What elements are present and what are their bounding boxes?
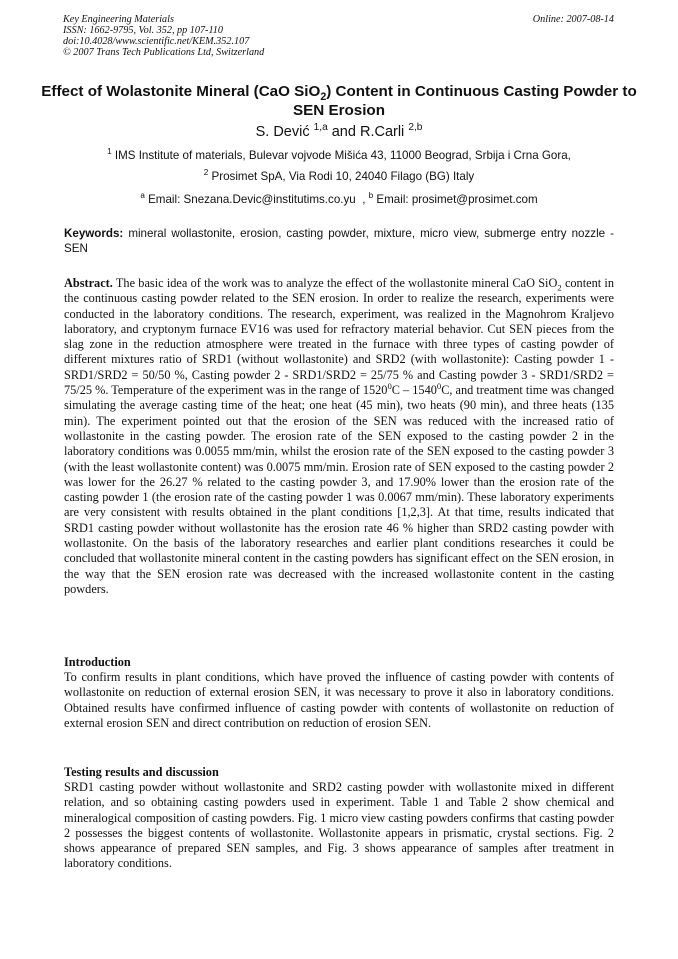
abstract-label: Abstract. [64,276,113,290]
title-subscript: 2 [320,91,327,104]
testing-heading: Testing results and discussion [64,765,219,779]
keywords-label: Keywords: [64,227,124,240]
abstract-text-1: The basic idea of the work was to analyze the effect of the wollastonite mineral CaO SiO [115,276,558,290]
affiliation-2-mark: 2 [203,168,209,178]
journal-name: Key Engineering Materials [63,14,174,25]
author-list [40,123,638,141]
affiliation-1-text: IMS Institute of materials, Bulevar vojvode Mišića 43, 11000 Beograd, Srbija i Crna Gora, [114,149,571,162]
author-2-affiliation-mark: 2,b [408,122,423,134]
abstract-degree-2: 0 [436,380,442,391]
email-b-mark: b [368,191,374,201]
online-date: Online: 2007-08-14 [532,14,614,25]
affiliation-1-mark: 1 [107,147,112,157]
email-line [20,193,658,207]
title-part-2: ) Content in Continuous Casting Powder to SEN Erosion [293,83,637,119]
title-part-1: Effect of Wolastonite Mineral (CaO SiO [41,83,321,100]
journal-header [63,14,264,58]
affiliation-1 [20,149,658,163]
keywords-text: mineral wollastonite, erosion, casting powder, mixture, micro view, submerge entry nozzle - SEN [64,227,614,255]
author-1-affiliation-mark: 1,a [313,122,328,134]
abstract-subscript: 2 [557,282,562,293]
author-2: R.Carli [359,124,405,140]
journal-doi: doi:10.4028/www.scientific.net/KEM.352.107 [63,36,250,47]
abstract [64,276,614,597]
abstract-text-4: C, and treatment time was changed simulating the average casting time of the heat; one heat (45 min), two heats (90 min), and three heats (135 min). The experiment pointed out that the erosion of the SEN was reduced with the increased ratio of wollastonite in the casting powder. The erosion rate of the SEN exposed to the casting powder 2 in the laboratory conditions was 0.0055 mm/min, whilst the erosion rate of the SEN exposed to the casting powder 3 (with the least wollastonite content) was 0.0075 mm/min. Erosion rate of SEN exposed to the casting powder 2 was lower for the 26.27 % related to the casting powder 3, and 17.90% lower than the erosion rate of the casting powder 1 (the erosion rate of the casting powder 1 was 0.0067 mm/min). These laboratory experiments are very consistent with results obtained in the plant conditions [1,2,3]. At that time, results indicated that SRD1 casting powder without wollastonite has the erosion rate 46 % higher than SRD2 casting powder with wollastonite. On the basis of the laboratory researches and earlier plant conditions researches it could be concluded that wollastonite mineral content in the casting powders has significant effect on the SEN erosion, in the way that the SEN erosion rate was decreased with the increased wollastonite content in the casting powders. [64,383,615,596]
email-separator: , [362,193,366,206]
author-1: S. Dević [255,124,310,140]
introduction-heading: Introduction [64,655,131,669]
journal-issn: ISSN: 1662-9795, Vol. 352, pp 107-110 [63,25,223,36]
email-a: Email: Snezana.Devic@institutims.co.yu [148,193,356,206]
author-conjunction: and [331,124,356,140]
paper-title [40,82,638,120]
email-a-mark: a [140,191,145,201]
testing-text: SRD1 casting powder without wollastonite and SRD2 casting powder with wollastonite mixed in different relation, and so obtaining casting powders used in experiment. Table 1 and Table 2 show chemical and mineralogical composition of casting powders. Fig. 1 micro view casting powders confirms that casting powder 2 possesses the biggest contents of wollastonite. Wollastonite appears in prismatic, crystal sections. Fig. 2 shows appearance of prepared SEN samples, and Fig. 3 shows appearance of samples after treatment in laboratory conditions. [64,780,614,871]
introduction-text: To confirm results in plant conditions, which have proved the influence of casting powder with contents of wollastonite on reduction of external erosion SEN, it was necessary to prove it also in laboratory conditions. Obtained results have confirmed influence of casting powder with contents of wollastonite on reduction of external erosion SEN and direct contribution on reduction of erosion SEN. [64,670,614,730]
abstract-text-2: content in the continuous casting powder related to the SEN erosion. In order to realize the research, experiments were conducted in the laboratory conditions. The research, experiment, was realized in the Magnohrom Kraljevo laboratory, and cryptonym furnace EV16 was used for refractory material behavior. Cut SEN pieces from the slag zone in the reduction atmosphere were treated in the furnace with three types of casting powder of different mixtures ratio of SRD1 (without wollastonite) and SRD2 (with wollastonite): Casting powder 1 - SRD1/SRD2 = 50/50 %, Casting powder 2 - SRD1/SRD2 = 25/75 % and Casting powder 3 - SRD1/SRD2 = 75/25 %. Temperature of the experiment was in the range of 1520 [64,276,614,398]
affiliation-2 [20,170,658,184]
abstract-text-3: C – 1540 [391,383,437,398]
journal-copyright: © 2007 Trans Tech Publications Ltd, Switzerland [63,47,265,58]
keywords [64,226,614,256]
affiliation-2-text: Prosimet SpA, Via Rodi 10, 24040 Filago (BG) Italy [211,170,475,183]
email-b: Email: prosimet@prosimet.com [376,193,538,206]
abstract-degree-1: 0 [387,380,392,391]
